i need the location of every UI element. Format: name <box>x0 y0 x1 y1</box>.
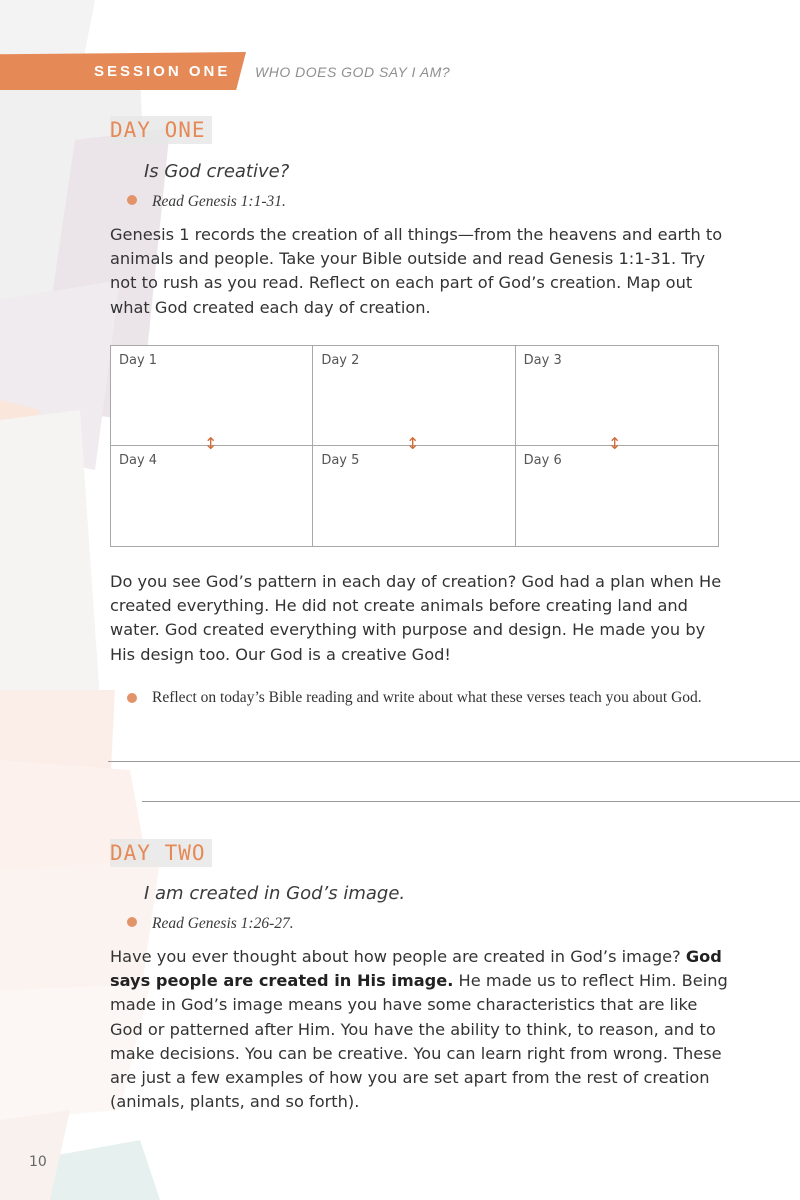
resize-arrow-icon: ↕ <box>608 434 622 453</box>
grid-cell-label: Day 2 <box>321 353 360 368</box>
grid-cell-day-4[interactable] <box>111 446 313 546</box>
day-two-statement: I am created in God’s image. <box>144 883 406 904</box>
grid-cell-label: Day 6 <box>523 453 562 468</box>
reflect-prompt-text: Reflect on today’s Bible reading and write about what these verses teach you about God. <box>152 689 702 706</box>
day-two-paragraph-rest: He made us to reflect Him. Being made in God’s image means you have some characteristics that are like God or patterned after Him. You have the ability to think, to reason, and to make decisions. You can be creative. You can learn right from wrong. These are just a few examples of how you are set apart from the rest of creation (animals, plants, and so forth). <box>110 971 728 1112</box>
grid-cell-label: Day 1 <box>119 353 158 368</box>
writing-line[interactable] <box>142 801 800 802</box>
day-one-heading: DAY ONE <box>110 116 212 144</box>
grid-cell-day-5[interactable] <box>313 446 515 546</box>
resize-arrow-icon: ↕ <box>204 434 218 453</box>
day-two-paragraph-bold: God says people are created in His image. <box>110 947 722 991</box>
grid-cell-day-2[interactable] <box>313 346 515 446</box>
pattern-paragraph: Do you see God’s pattern in each day of creation? God had a plan when He created everything. He did not create animals before creating land and water. God created everything with purpose and design. He made you by His design too. Our God is a creative God! <box>110 572 722 664</box>
day-two-heading: DAY TWO <box>110 839 212 867</box>
day-one-reading-text: Read Genesis 1:1-31. <box>152 193 286 210</box>
day-two-paragraph-intro: Have you ever thought about how people are created in God’s image? <box>110 947 686 966</box>
writing-line[interactable] <box>108 761 800 762</box>
grid-cell-day-1[interactable] <box>111 346 313 446</box>
day-two-reading <box>127 915 294 933</box>
page-number: 10 <box>29 1154 47 1170</box>
grid-cell-label: Day 3 <box>523 353 562 368</box>
grid-cell-label: Day 4 <box>119 453 158 468</box>
grid-cell-label: Day 5 <box>321 453 360 468</box>
resize-arrow-icon: ↕ <box>406 434 420 453</box>
day-two-paragraph <box>110 945 730 1114</box>
day-one-paragraph: Genesis 1 records the creation of all things—from the heavens and earth to animals and people. Take your Bible outside and read Genesis 1:1-31. Try not to rush as you read. Reflect on each part of God’s creation. Map out what God created each day of creation. <box>110 225 723 317</box>
grid-cell-day-6[interactable] <box>516 446 718 546</box>
day-one-question: Is God creative? <box>144 161 290 182</box>
reflect-prompt <box>127 688 717 708</box>
bullet-dot <box>127 195 137 205</box>
bullet-dot <box>127 917 137 927</box>
session-subtitle: WHO DOES GOD SAY I AM? <box>255 64 451 80</box>
day-two-reading-text: Read Genesis 1:26-27. <box>152 915 294 932</box>
day-one-reading <box>127 193 286 211</box>
session-label: SESSION ONE <box>94 63 231 80</box>
grid-cell-day-3[interactable] <box>516 346 718 446</box>
bullet-dot <box>127 693 137 703</box>
